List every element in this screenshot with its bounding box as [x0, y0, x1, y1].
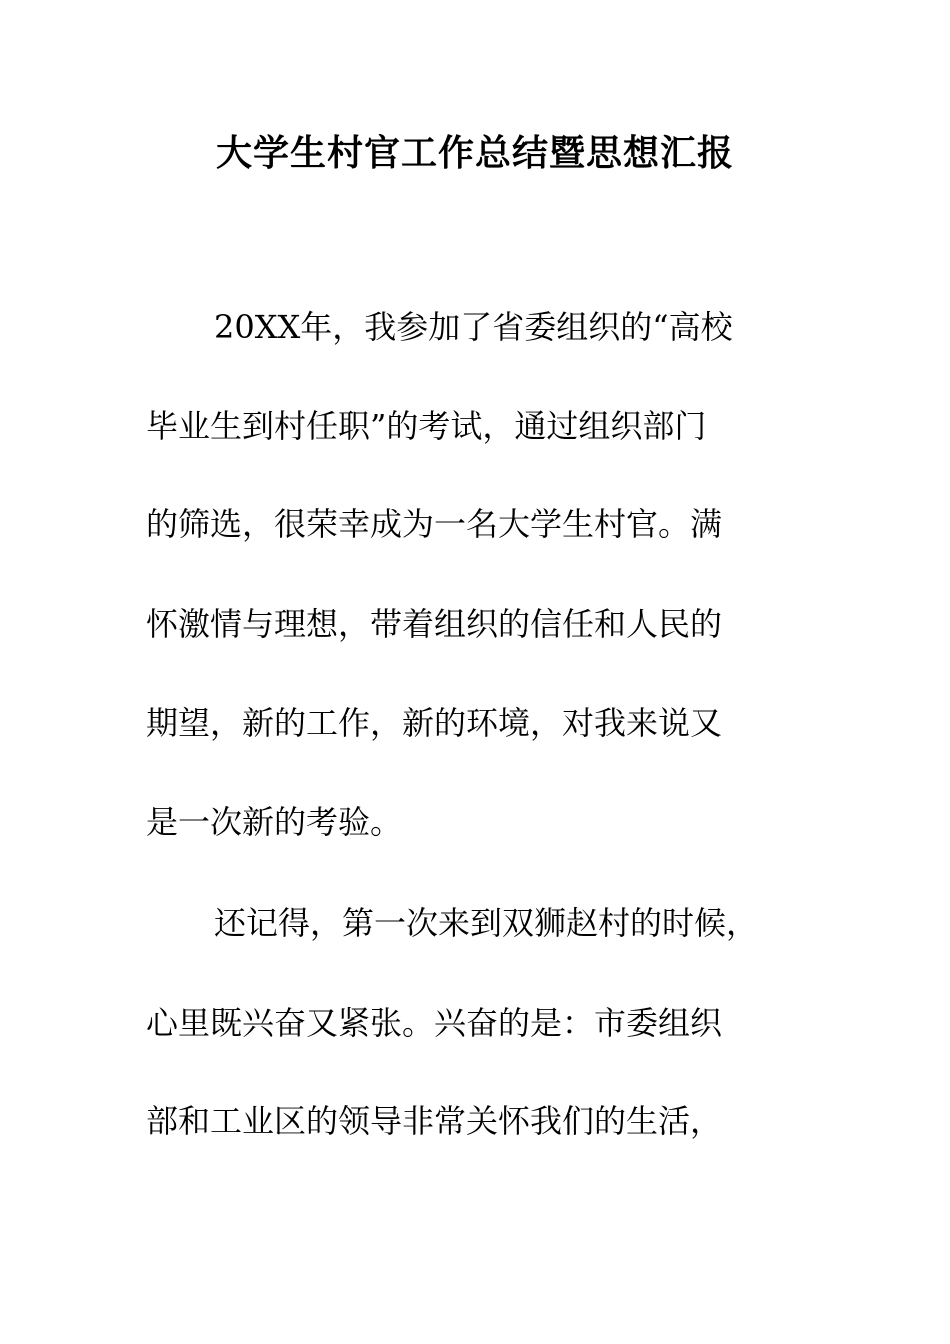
- paragraph-line: 怀激情与理想，带着组织的信任和人民的: [146, 605, 723, 643]
- paragraph-line: 的筛选，很荣幸成为一名大学生村官。满: [146, 505, 723, 543]
- paragraph-line: 毕业生到村任职”的考试，通过组织部门: [146, 407, 707, 445]
- document-title: 大学生村官工作总结暨思想汇报: [215, 133, 734, 174]
- paragraph-line: 期望，新的工作，新的环境，对我来说又: [146, 704, 723, 742]
- paragraph-line: 20XX年，我参加了省委组织的“高校: [214, 308, 733, 346]
- paragraph-line: 还记得，第一次来到双狮赵村的时候，: [214, 904, 759, 942]
- paragraph-line: 部和工业区的领导非常关怀我们的生活，: [146, 1102, 723, 1140]
- paragraph-line: 心里既兴奋又紧张。兴奋的是：市委组织: [146, 1004, 723, 1042]
- paragraph-line: 是一次新的考验。: [146, 803, 403, 841]
